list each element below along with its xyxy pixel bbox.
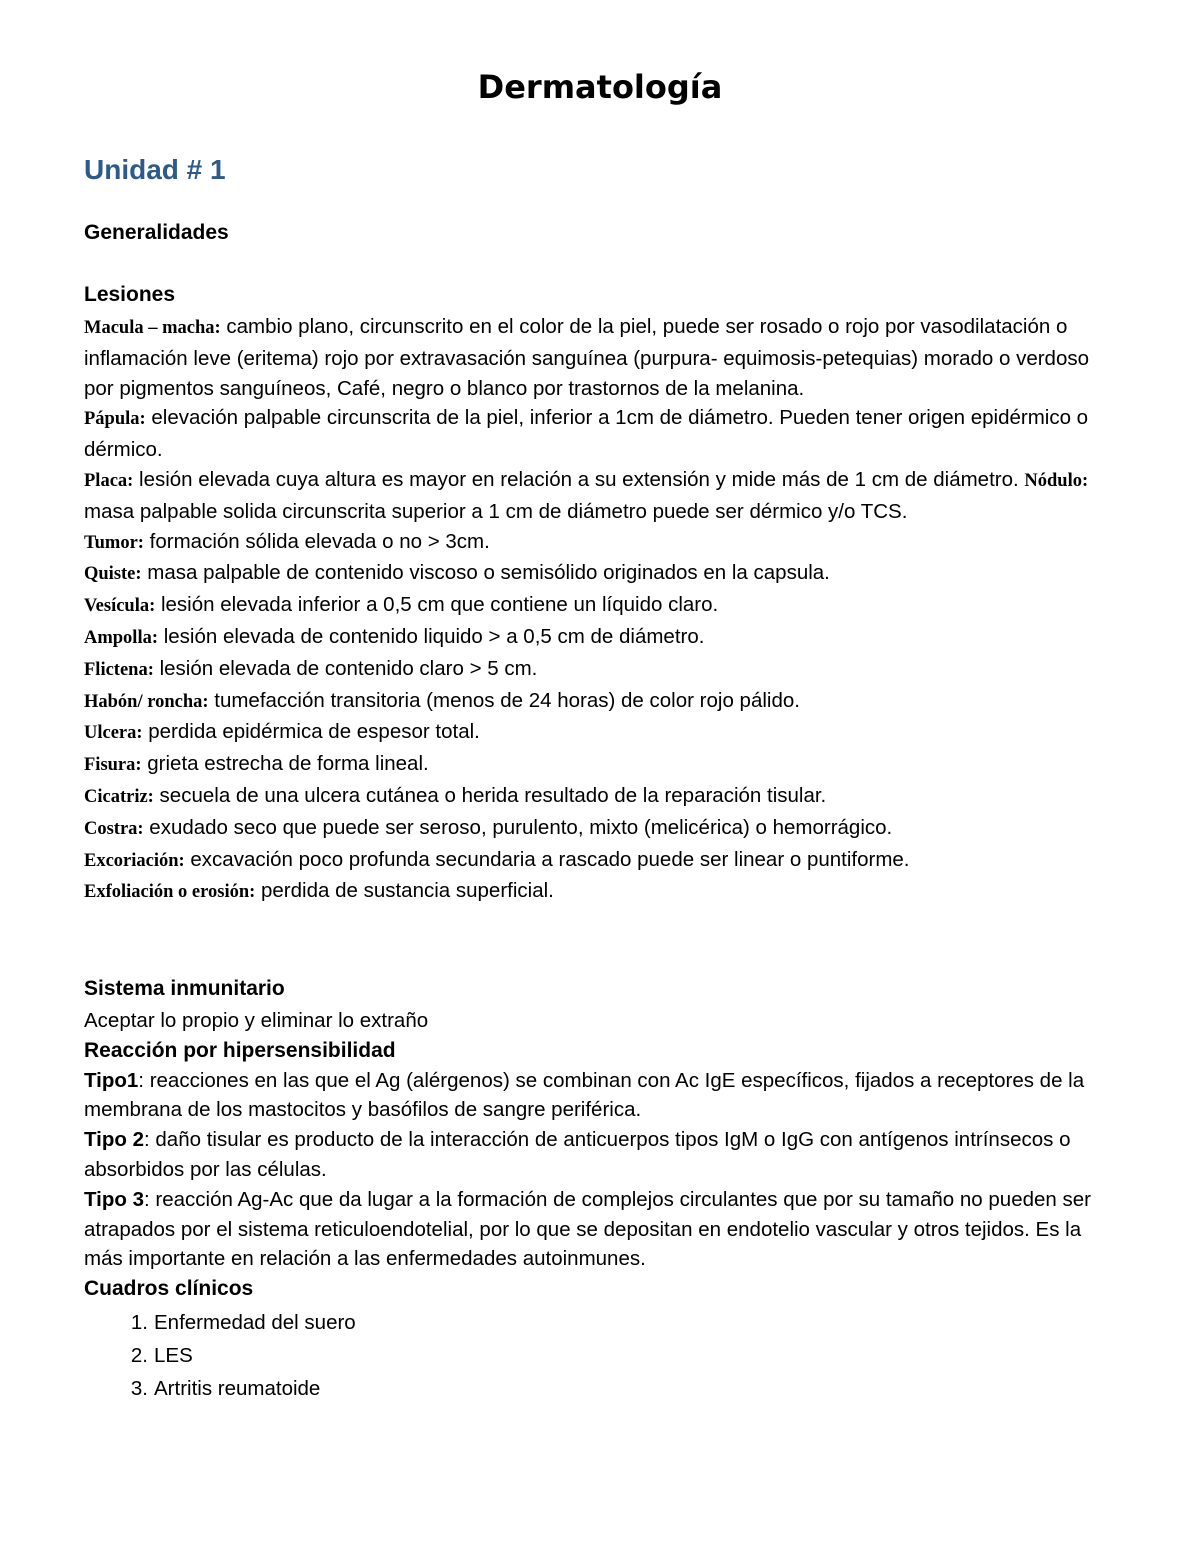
list-label: Enfermedad del suero bbox=[154, 1311, 356, 1334]
lesion-term: Fisura: bbox=[84, 755, 142, 776]
list-number: 2. bbox=[130, 1344, 148, 1367]
lesion-term: Placa: bbox=[84, 470, 134, 491]
lesion-term: Ulcera: bbox=[84, 723, 143, 744]
lesion-entry bbox=[84, 465, 1124, 527]
list-number: 3. bbox=[130, 1377, 148, 1400]
lesion-term: Costra: bbox=[84, 818, 144, 839]
lesion-term: Quiste: bbox=[84, 564, 142, 585]
lesion-term: Pápula: bbox=[84, 409, 146, 430]
lesion-description: excavación poco profunda secundaria a rascado puede ser linear o puntiforme. bbox=[184, 847, 910, 871]
lesion-entry bbox=[84, 558, 1124, 590]
lesion-entry bbox=[84, 781, 1124, 813]
tipo-description: : reacción Ag-Ac que da lugar a la formación de complejos circulantes que por su tamaño no pueden ser atrapados por el sistema reticuloendotelial, por lo que se depositan en endotelio vascular y otros tejidos. Es la más importante en relación a las enfermedades autoinmunes. bbox=[84, 1187, 1091, 1271]
lesion-description: exudado seco que puede ser seroso, purulento, mixto (melicérica) o hemorrágico. bbox=[143, 815, 893, 839]
list-number: 1. bbox=[130, 1311, 148, 1334]
lesion-description: lesión elevada de contenido claro > 5 cm. bbox=[153, 656, 538, 680]
lesion-term: Excoriación: bbox=[84, 850, 185, 871]
section-heading-lesiones: Lesiones bbox=[84, 283, 176, 306]
inmune-intro: Aceptar lo propio y eliminar lo extraño bbox=[84, 1009, 429, 1032]
lesion-term: Exfoliación o erosión: bbox=[84, 882, 256, 903]
lesion-term: Flictena: bbox=[84, 659, 154, 680]
lesion-term: Habón/ roncha: bbox=[84, 691, 209, 712]
lesion-entry bbox=[84, 813, 1124, 845]
document-title: Dermatología bbox=[477, 68, 723, 106]
lesion-description: secuela de una ulcera cutánea o herida resultado de la reparación tisular. bbox=[153, 783, 827, 807]
lesion-term: Nódulo: bbox=[1024, 470, 1089, 491]
lesion-entry bbox=[84, 312, 1124, 403]
section-heading-generalidades: Generalidades bbox=[84, 221, 229, 244]
tipo-entry bbox=[84, 1185, 1124, 1274]
lesion-entry bbox=[84, 717, 1124, 749]
lesion-entry bbox=[84, 527, 1124, 559]
lesion-description: masa palpable solida circunscrita superior a 1 cm de diámetro puede ser dérmico y/o TCS. bbox=[84, 499, 908, 523]
tipo-entry bbox=[84, 1066, 1124, 1126]
lesion-description: tumefacción transitoria (menos de 24 horas) de color rojo pálido. bbox=[208, 688, 800, 712]
lesion-description: grieta estrecha de forma lineal. bbox=[141, 752, 429, 776]
lesion-entry bbox=[84, 876, 1124, 908]
lesion-term: Tumor: bbox=[84, 532, 144, 553]
lesion-entry bbox=[84, 845, 1124, 877]
inmune-body bbox=[84, 1006, 1124, 1304]
lesion-term: Cicatriz: bbox=[84, 786, 154, 807]
tipo-label: Tipo1 bbox=[84, 1068, 139, 1092]
lesion-term: Ampolla: bbox=[84, 627, 158, 648]
lesion-description: masa palpable de contenido viscoso o semisólido originados en la capsula. bbox=[141, 561, 830, 585]
list-label: LES bbox=[154, 1344, 193, 1367]
list-label: Artritis reumatoide bbox=[154, 1377, 321, 1400]
tipo-label: Tipo 2 bbox=[84, 1128, 144, 1152]
lesion-entry bbox=[84, 403, 1124, 465]
tipo-label: Tipo 3 bbox=[84, 1187, 144, 1211]
cuadros-clinicos-heading: Cuadros clínicos bbox=[84, 1277, 254, 1301]
lesion-description: elevación palpable circunscrita de la piel, inferior a 1cm de diámetro. Pueden tener origen epidérmico o dérmico. bbox=[84, 406, 1089, 462]
lesion-entry bbox=[84, 622, 1124, 654]
tipo-description: : daño tisular es producto de la interacción de anticuerpos tipos IgM o IgG con antígenos intrínsecos o absorbidos por las células. bbox=[84, 1128, 1071, 1181]
lesion-description: formación sólida elevada o no > 3cm. bbox=[143, 529, 490, 553]
lesion-entry bbox=[84, 654, 1124, 686]
lesion-entry bbox=[84, 590, 1124, 622]
lesion-description: cambio plano, circunscrito en el color de la piel, puede ser rosado o rojo por vasodilatación o inflamación leve (eritema) rojo por extravasación sanguínea (purpura- equimosis-petequias) morado o verdoso por pigmentos sanguíneos, Café, negro o blanco por trastornos de la melanina. bbox=[84, 315, 1090, 400]
lesiones-list bbox=[84, 312, 1124, 908]
lesion-description: perdida de sustancia superficial. bbox=[255, 879, 554, 903]
lesion-entry bbox=[84, 686, 1124, 718]
unit-heading: Unidad # 1 bbox=[84, 154, 226, 185]
lesion-entry bbox=[84, 749, 1124, 781]
section-heading-sistema-inmunitario: Sistema inmunitario bbox=[84, 977, 285, 1000]
tipo-description: : reacciones en las que el Ag (alérgenos) se combinan con Ac IgE específicos, fijados a receptores de la membrana de los mastocitos y basófilos de sangre periférica. bbox=[84, 1068, 1085, 1122]
lesion-description: lesión elevada inferior a 0,5 cm que contiene un líquido claro. bbox=[155, 593, 719, 617]
lesion-term: Macula – macha: bbox=[84, 318, 221, 338]
lesion-description: lesión elevada cuya altura es mayor en relación a su extensión y mide más de 1 cm de diámetro. bbox=[133, 467, 1025, 491]
lesion-description: lesión elevada de contenido liquido > a 0,5 cm de diámetro. bbox=[158, 624, 705, 648]
lesion-description: perdida epidérmica de espesor total. bbox=[142, 720, 480, 744]
hipersensibilidad-heading: Reacción por hipersensibilidad bbox=[84, 1038, 396, 1062]
tipo-entry bbox=[84, 1125, 1124, 1185]
lesion-term: Vesícula: bbox=[84, 596, 156, 617]
